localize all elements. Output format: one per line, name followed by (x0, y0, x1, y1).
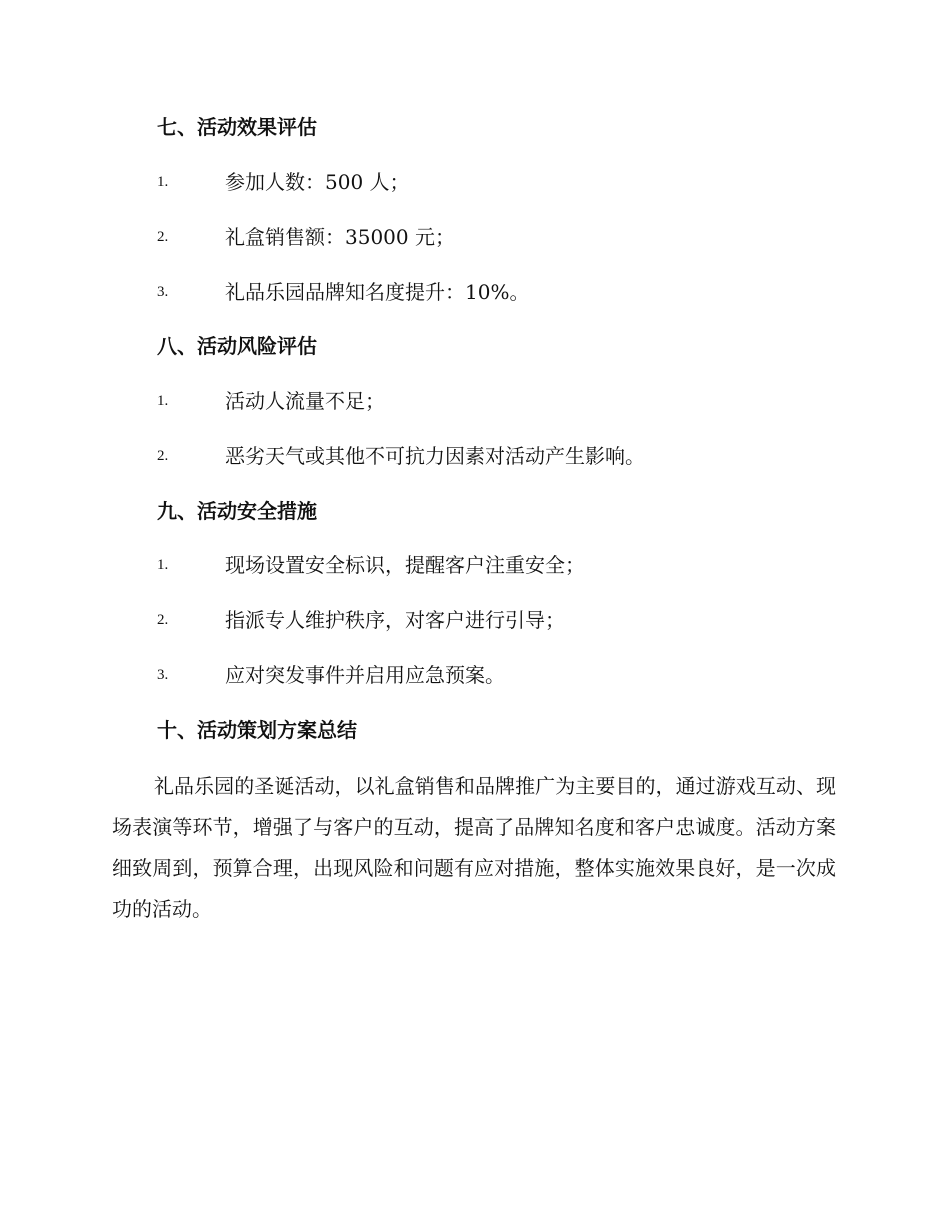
list-number: 2. (157, 612, 169, 628)
section-heading-risk: 八、活动风险评估 (157, 334, 317, 358)
list-number: 1. (157, 393, 169, 409)
list-number: 1. (157, 557, 169, 573)
list-number: 1. (157, 174, 169, 190)
list-text: 礼盒销售额：35000 元； (225, 225, 455, 249)
list-number: 3. (157, 667, 169, 683)
list-number: 2. (157, 448, 169, 464)
list-number: 3. (157, 284, 169, 300)
list-text: 现场设置安全标识，提醒客户注重安全； (225, 553, 585, 577)
list-text: 应对突发事件并启用应急预案。 (225, 663, 505, 687)
list-text: 指派专人维护秩序，对客户进行引导； (225, 608, 565, 632)
summary-paragraph: 礼品乐园的圣诞活动，以礼盒销售和品牌推广为主要目的，通过游戏互动、现场表演等环节，增强了与客户的互动，提高了品牌知名度和客户忠诚度。活动方案细致周到，预算合理，出现风险和问题有应对措施，整体实施效果良好，是一次成功的活动。 (112, 774, 836, 921)
list-number: 2. (157, 229, 169, 245)
list-text: 活动人流量不足； (225, 389, 385, 413)
list-text: 恶劣天气或其他不可抗力因素对活动产生影响。 (225, 444, 645, 468)
section-heading-safety: 九、活动安全措施 (157, 499, 317, 523)
section-heading-summary: 十、活动策划方案总结 (157, 718, 357, 742)
section-heading-evaluation: 七、活动效果评估 (157, 115, 317, 139)
list-text: 礼品乐园品牌知名度提升：10%。 (225, 280, 530, 304)
list-text: 参加人数：500 人； (225, 170, 410, 194)
